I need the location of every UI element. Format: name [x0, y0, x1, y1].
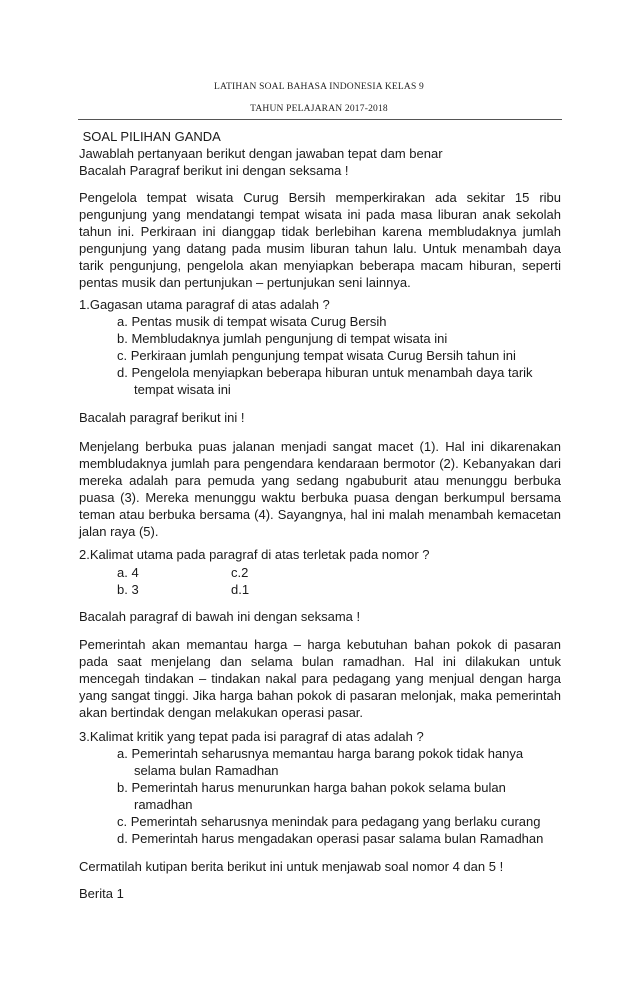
reading-paragraph-3: Pemerintah akan memantau harga – harga kebutuhan bahan pokok di pasaran pada saat menjelang dan selama bulan ramadhan. Hal ini dilakukan untuk mencegah tindakan – tindakan nakal para pedagang yang menjual dengan harga yang sangat tinggi. Jika harga bahan pokok di pasaran melonjak, maka pemerintah akan bertindak dengan melakukan operasi pasar.: [79, 637, 561, 720]
instruction-read-2: Bacalah paragraf berikut ini !: [79, 410, 245, 425]
question-1-option-a: a. Pentas musik di tempat wisata Curug Bersih: [117, 314, 387, 329]
question-2-option-b: b. 3: [117, 582, 139, 597]
question-3-option-d: d. Pemerintah harus mengadakan operasi pasar salama bulan Ramadhan: [117, 831, 544, 846]
question-3-option-c: c. Pemerintah seharusnya menindak para pedagang yang berlaku curang: [117, 814, 541, 829]
instruction-news: Cermatilah kutipan berita berikut ini untuk menjawab soal nomor 4 dan 5 !: [79, 859, 504, 874]
reading-paragraph-1: Pengelola tempat wisata Curug Bersih memperkirakan ada sekitar 15 ribu pengunjung yang mendatangi tempat wisata ini pada masa liburan anak sekolah tahun ini. Perkiraan ini dianggap tidak berlebihan karena membludaknya jumlah pengunjung yang datang pada musim liburan tahun lalu. Untuk menambah daya tarik pengunjung, pengelola akan menyiapkan beberapa macam hiburan, seperti pentas musik dan pertunjukan – pertunjukan seni lainnya.: [79, 190, 561, 290]
instruction-read-1: Bacalah Paragraf berikut ini dengan seksama !: [79, 163, 349, 178]
question-2-option-c: c.2: [231, 565, 249, 580]
question-3: 3.Kalimat kritik yang tepat pada isi paragraf di atas adalah ?: [79, 729, 424, 744]
question-1-option-c: c. Perkiraan jumlah pengunjung tempat wisata Curug Bersih tahun ini: [117, 348, 516, 363]
document-year: TAHUN PELAJARAN 2017-2018: [250, 104, 388, 114]
question-2-option-d: d.1: [231, 582, 250, 597]
news-label: Berita 1: [79, 886, 124, 901]
header-divider: [78, 119, 562, 120]
question-3-option-a: a. Pemerintah seharusnya memantau harga barang pokok tidak hanya: [117, 746, 524, 761]
instruction-read-3: Bacalah paragraf di bawah ini dengan seksama !: [79, 609, 361, 624]
question-3-option-a-continued: selama bulan Ramadhan: [134, 763, 279, 778]
question-3-option-b-continued: ramadhan: [134, 797, 193, 812]
question-1-option-d-continued: tempat wisata ini: [134, 382, 231, 397]
question-1: 1.Gagasan utama paragraf di atas adalah ?: [79, 297, 330, 312]
reading-paragraph-2: Menjelang berbuka puas jalanan menjadi sangat macet (1). Hal ini dikarenakan membludaknya jumlah para pengendara kendaraan bermotor (2). Kebanyakan dari mereka adalah para pemuda yang sedang ngabuburit atau menunggu berbuka puasa (3). Mereka menunggu waktu berbuka puasa dengan berkumpul bersama teman atau berbuka bersama (4). Sayangnya, hal ini malah menambah kemacetan jalan raya (5).: [79, 439, 561, 539]
section-title: SOAL PILIHAN GANDA: [79, 129, 221, 144]
question-2-option-a: a. 4: [117, 565, 139, 580]
question-1-option-d: d. Pengelola menyiapkan beberapa hiburan untuk menambah daya tarik: [117, 365, 533, 380]
instruction-answer: Jawablah pertanyaan berikut dengan jawaban tepat dam benar: [79, 146, 443, 161]
question-1-option-b: b. Membludaknya jumlah pengunjung di tempat wisata ini: [117, 331, 448, 346]
question-3-option-b: b. Pemerintah harus menurunkan harga bahan pokok selama bulan: [117, 780, 506, 795]
question-2: 2.Kalimat utama pada paragraf di atas terletak pada nomor ?: [79, 547, 430, 562]
document-title: LATIHAN SOAL BAHASA INDONESIA KELAS 9: [214, 82, 424, 92]
